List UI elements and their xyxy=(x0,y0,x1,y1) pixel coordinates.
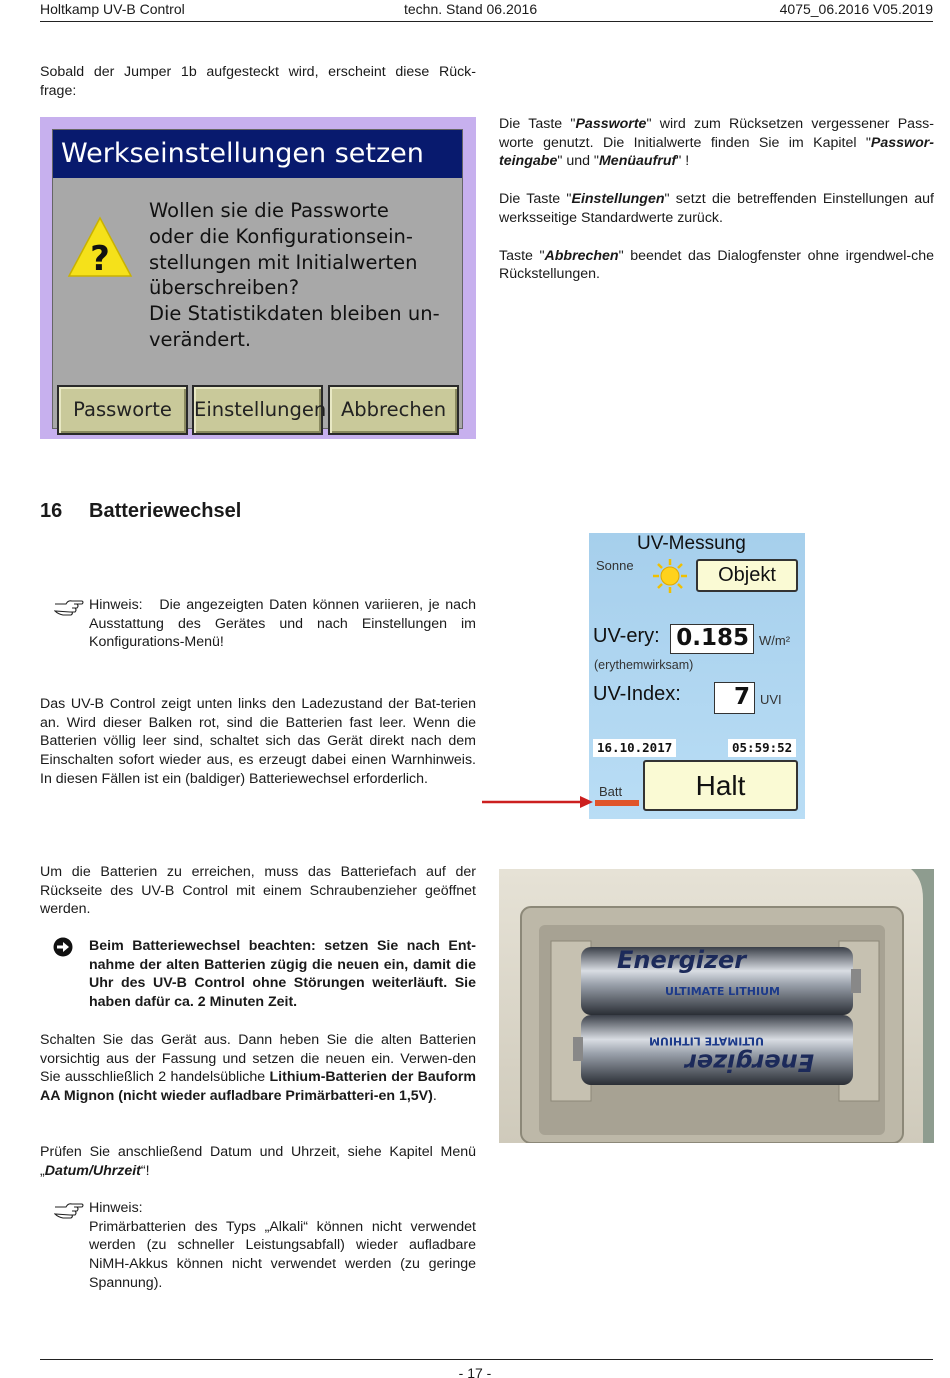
header-right: 4075_06.2016 V05.2019 xyxy=(779,1,933,17)
sonne-label: Sonne xyxy=(596,558,634,573)
dialog-line: stellungen mit Initialwerten xyxy=(149,250,418,274)
arrow-right-circle-icon xyxy=(53,937,73,957)
factory-reset-dialog xyxy=(52,129,463,429)
einstellungen-button[interactable]: Einstellungen xyxy=(192,385,323,435)
factory-reset-dialog-screenshot xyxy=(40,117,476,439)
battery-sub-top: ULTIMATE LITHIUM xyxy=(665,985,780,998)
uv-ery-label: UV-ery: xyxy=(593,625,660,647)
hint-1 xyxy=(89,596,476,652)
intro-text xyxy=(40,63,476,100)
intro-line-2: frage: xyxy=(40,82,77,99)
section-title: Batteriewechsel xyxy=(89,500,242,522)
time-readout: 05:59:52 xyxy=(728,739,796,757)
dialog-line: überschreiben? xyxy=(149,276,300,300)
dialog-line: oder die Konfigurationsein- xyxy=(149,224,413,248)
objekt-button[interactable]: Objekt xyxy=(696,559,798,592)
passworte-explanation: Die Taste "Passworte" wird zum Rücksetzen vergessener Pass-worte genutzt. Die Initialwerte finden Sie im Kapitel "Passwor-teingabe" und "Menüaufruf" ! xyxy=(499,116,934,170)
header-left: Holtkamp UV-B Control xyxy=(40,1,185,17)
uv-index-label: UV-Index: xyxy=(593,683,681,705)
uv-index-value: 7 xyxy=(714,682,755,714)
pointing-hand-icon xyxy=(54,598,84,616)
passworte-button[interactable]: Passworte xyxy=(57,385,188,435)
uv-index-unit: UVI xyxy=(760,692,782,707)
page-number: - 17 - xyxy=(458,1365,492,1378)
date-readout: 16.10.2017 xyxy=(593,739,676,757)
intro-line-1: Sobald der Jumper 1b aufgesteckt wird, erscheint diese Rück- xyxy=(40,64,476,80)
red-arrow-icon xyxy=(482,793,594,811)
halt-button[interactable]: Halt xyxy=(643,760,798,811)
dialog-line: Die Statistikdaten bleiben un- xyxy=(149,302,440,326)
battery-status-paragraph: Das UV-B Control zeigt unten links den Ladezustand der Bat-terien an. Wird dieser Balken rot, sind die Batterien fast leer. Wenn die Batterien völlig leer sind, schaltet sich das Gerät direkt nach dem Einschalten sofort wieder aus, es erzeugt dabei einen Warnhinweis. In diesen Fällen ist ein (baldiger) Batteriewechsel erforderlich. xyxy=(40,696,476,787)
section-number: 16 xyxy=(40,500,63,522)
uv-measurement-screenshot xyxy=(589,533,805,819)
footer-rule xyxy=(40,1359,933,1360)
hint-1-label: Hinweis: xyxy=(89,597,143,613)
warning-icon xyxy=(67,216,133,278)
page-header xyxy=(40,0,933,22)
warning-glyph: ? xyxy=(90,239,110,278)
batt-label: Batt xyxy=(599,784,623,799)
einstellungen-explanation: Die Taste "Einstellungen" setzt die betreffenden Einstellungen auf werksseitige Standardwerte zurück. xyxy=(499,191,934,226)
hint-2-label: Hinweis: xyxy=(89,1200,143,1216)
uv-ery-unit: W/m² xyxy=(759,633,791,648)
uv-ery-value: 0.185 xyxy=(670,624,754,654)
attention-note: Beim Batteriewechsel beachten: setzen Sie nach Ent-nahme der alten Batterien zügig die neuen ein, damit die Uhr des UV-B Control ohne Störungen weiterläuft. Sie haben dafür ca. 2 Minuten Zeit. xyxy=(89,938,476,1011)
button-explanations xyxy=(499,115,934,284)
sun-icon xyxy=(652,558,688,594)
dialog-line: Wollen sie die Passworte xyxy=(149,199,389,222)
dialog-title: Werkseinstellungen setzen xyxy=(53,130,462,178)
hint-2 xyxy=(89,1199,476,1293)
uv-ery-sublabel: (erythemwirksam) xyxy=(594,658,694,672)
open-compartment-paragraph: Um die Batterien zu erreichen, muss das Batteriefach auf der Rückseite des UV-B Control mit einem Schraubenzieher geöffnet werden. xyxy=(40,864,476,918)
battery-brand-bottom: Energizer xyxy=(685,1048,815,1077)
hint-2-text: Primärbatterien des Typs „Alkali“ können nicht verwendet werden (zu schneller Leistungsabfall) wieder aufladbare NiMH-Akkus können nicht verwendet werden (zu geringe Spannung). xyxy=(89,1218,476,1291)
header-center: techn. Stand 06.2016 xyxy=(404,1,538,17)
battery-sub-bottom: ULTIMATE LITHIUM xyxy=(649,1034,764,1048)
battery-compartment-photo xyxy=(499,869,934,1143)
abbrechen-button[interactable]: Abbrechen xyxy=(328,385,459,435)
pointing-hand-icon xyxy=(54,1201,84,1219)
check-date-paragraph: Prüfen Sie anschließend Datum und Uhrzeit, siehe Kapitel Menü „Datum/Uhrzeit“! xyxy=(40,1144,476,1179)
dialog-message xyxy=(149,198,461,353)
battery-swap-paragraph: Schalten Sie das Gerät aus. Dann heben Sie die alten Batterien vorsichtig aus der Fassung und setzen die neuen ein. Verwen-den Sie ausschließlich 2 handelsübliche Lithium-Batterien der Bauform AA Mignon (nicht wieder aufladbare Primärbatteri-en 1,5V). xyxy=(40,1032,476,1105)
battery-brand-top: Energizer xyxy=(617,946,747,974)
abbrechen-explanation: Taste "Abbrechen" beendet das Dialogfenster ohne irgendwel-che Rückstellungen. xyxy=(499,247,935,283)
dialog-line: verändert. xyxy=(149,327,252,351)
hint-1-text: Hinweis: Die angezeigten Daten können variieren, je nach Ausstattung des Gerätes und nach Einstellungen im Konfigurations-Menü! xyxy=(89,597,477,651)
battery-level-bar xyxy=(595,800,639,806)
uv-screen-title: UV-Messung xyxy=(637,533,746,554)
